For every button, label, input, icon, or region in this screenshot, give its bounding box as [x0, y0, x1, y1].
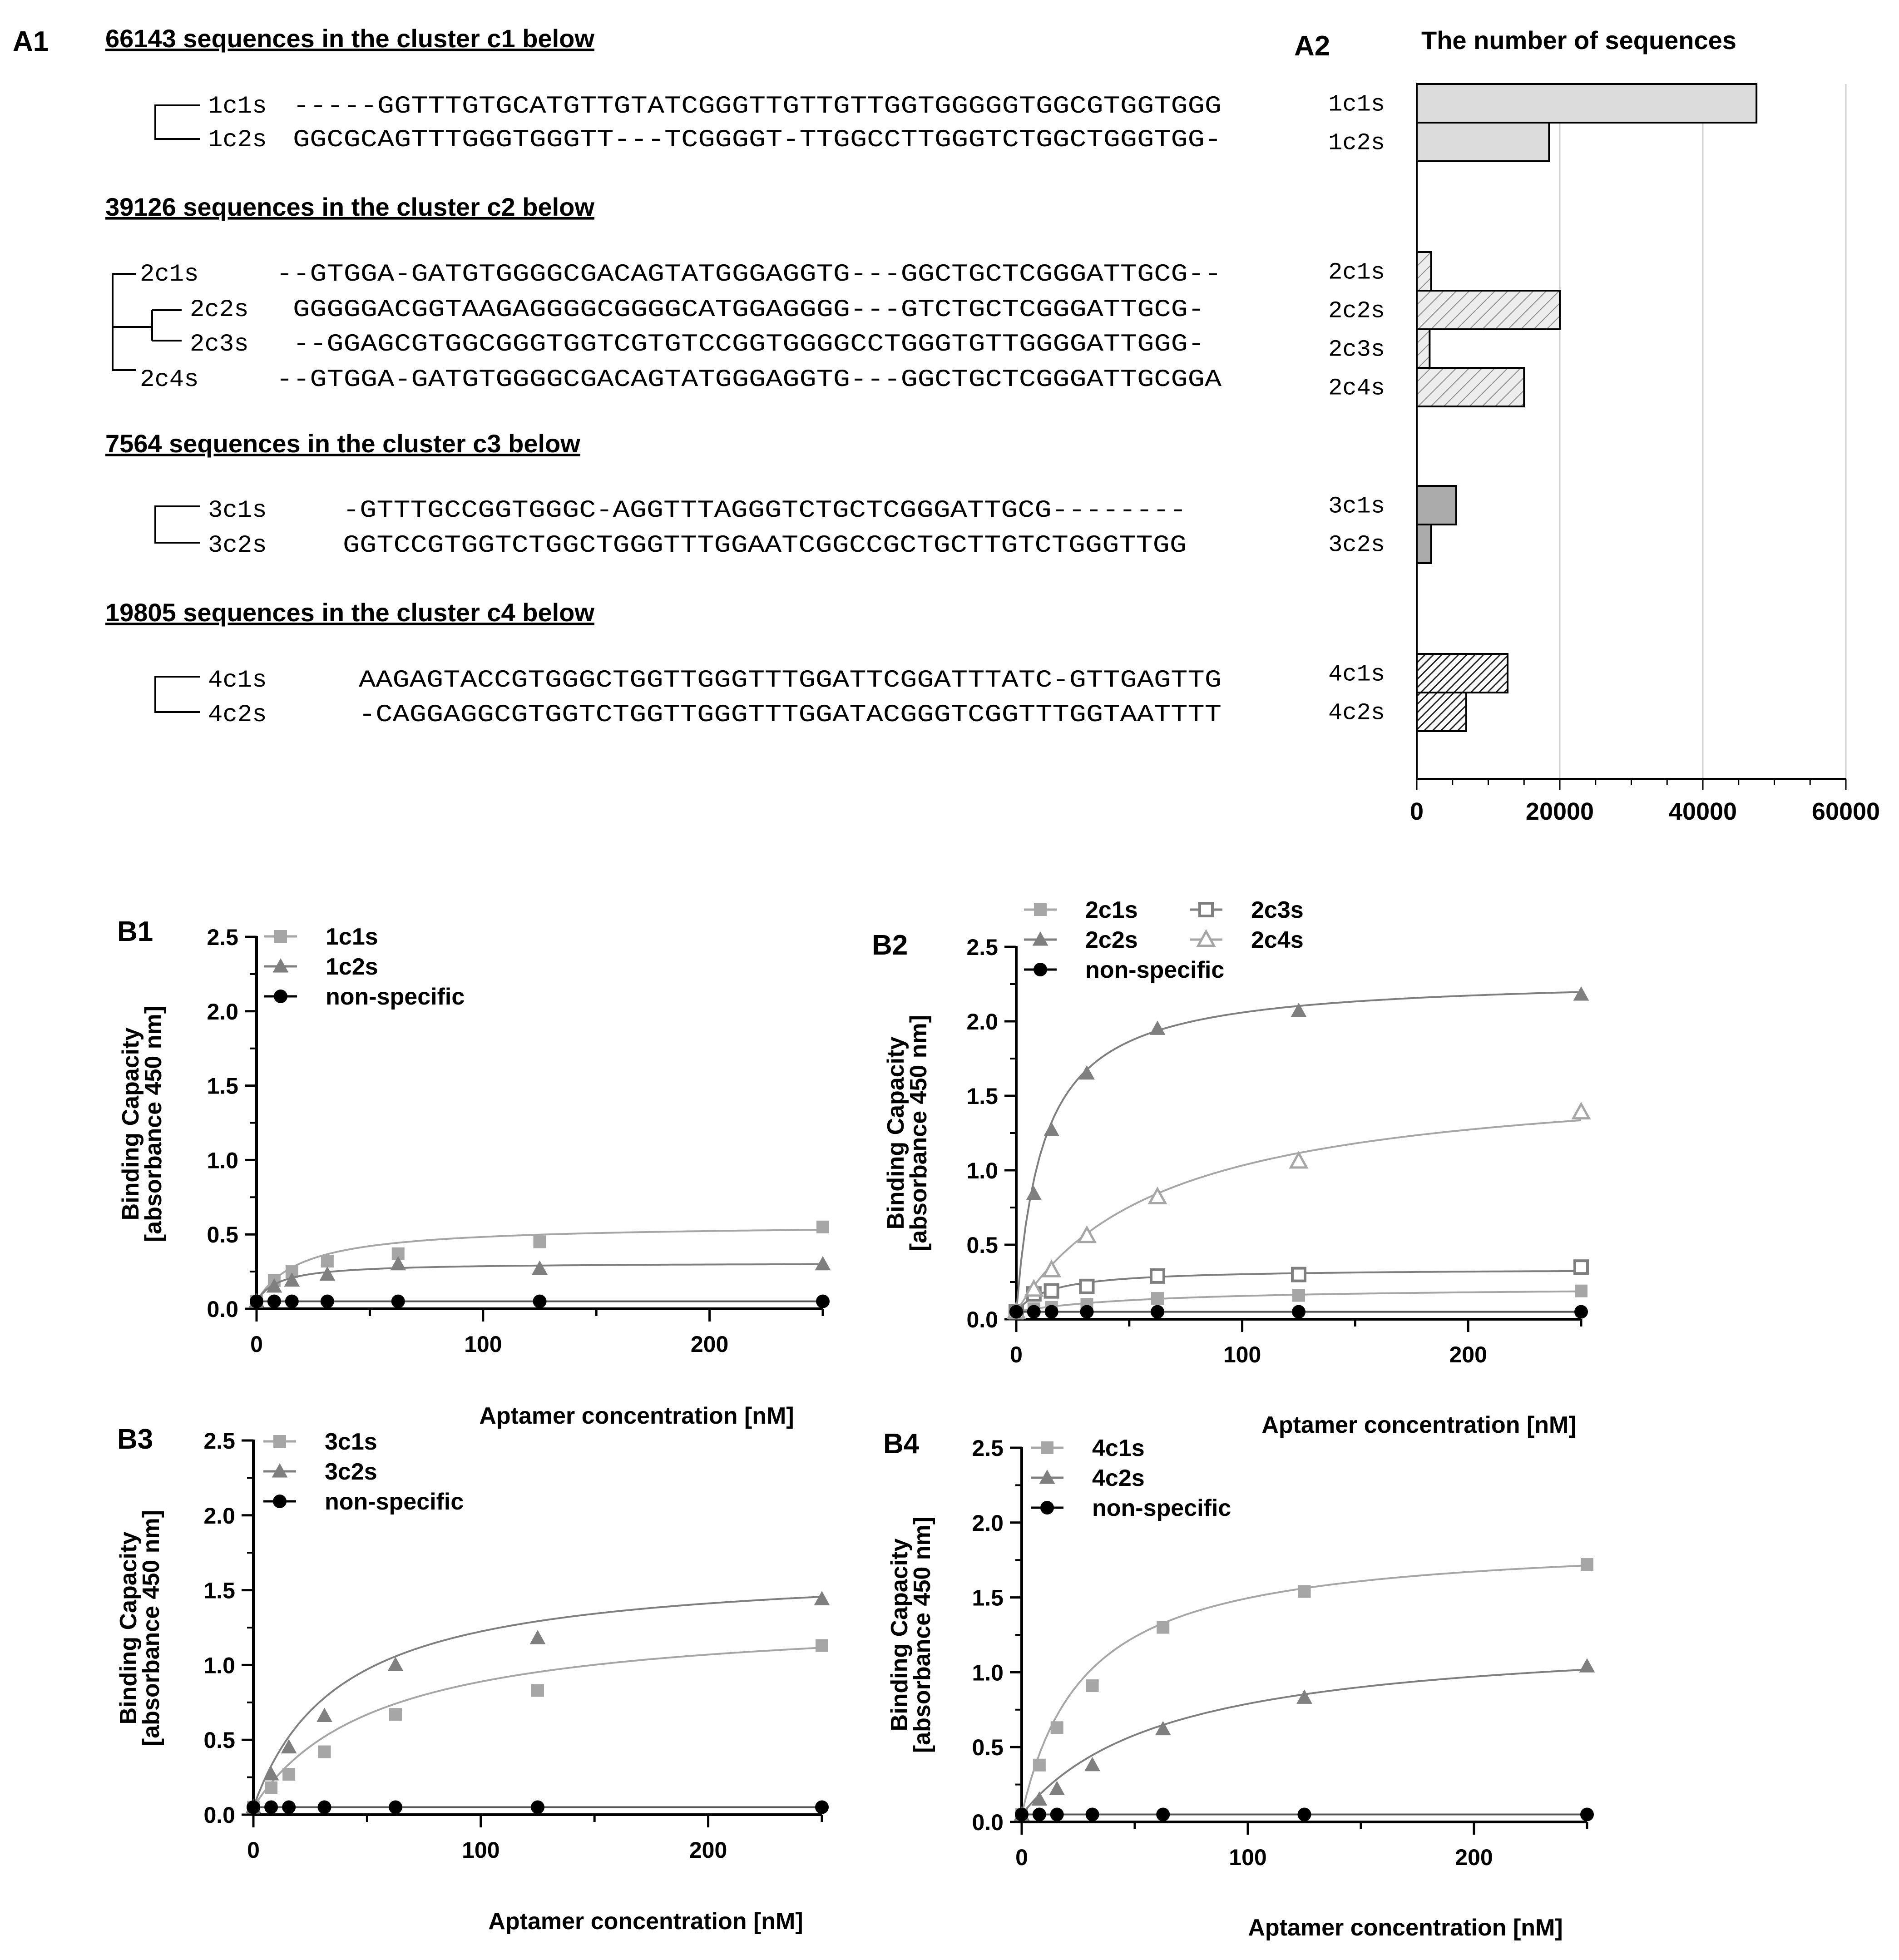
cluster-heading-c4: 19805 sequences in the cluster c4 below	[105, 598, 594, 627]
y-tick-label: 1.0	[966, 1158, 998, 1183]
y-axis-label-line2: [absorbance 450 nm]	[909, 1516, 935, 1753]
x-tick-label: 200	[690, 1331, 729, 1357]
y-tick-label: 2.0	[972, 1510, 1004, 1536]
y-tick-label: 0.0	[207, 1297, 238, 1322]
legend-marker-non-specific	[1040, 1501, 1054, 1515]
cluster-c2	[105, 193, 1222, 394]
sequence-name-2c3s: 2c3s	[190, 331, 249, 358]
y-tick-label: 2.5	[207, 925, 238, 950]
panel-label-a2: A2	[1294, 30, 1330, 62]
sequence-2c2s: GGGGGACGGTAAGAGGGGCGGGGCATGGAGGGG---GTCTGCTCGGGATTGCG-	[293, 296, 1205, 324]
binding-chart-b3	[115, 1428, 830, 1935]
bar-4c2s	[1417, 693, 1466, 731]
y-axis-label-line1: Binding Capacity	[115, 1531, 142, 1725]
data-point-non-specific	[247, 1801, 260, 1814]
sequence-2c4s: --GTGGA-GATGTGGGGCGACAGTATGGGAGGTG---GGCTGCTCGGGATTGCGGA	[276, 366, 1222, 394]
data-point-2c3s	[1081, 1280, 1093, 1293]
data-point-non-specific	[1292, 1305, 1306, 1319]
y-tick-label: 1.5	[207, 1073, 238, 1099]
legend-label-2c3s: 2c3s	[1251, 897, 1304, 923]
data-point-non-specific	[1050, 1808, 1064, 1821]
data-point-non-specific	[815, 1801, 829, 1814]
category-label-2c4s: 2c4s	[1328, 375, 1385, 402]
legend-marker-non-specific	[274, 990, 287, 1003]
sequence-name-3c1s: 3c1s	[208, 497, 267, 525]
sequence-4c1s: AAGAGTACCGTGGGCTGGTTGGGTTTGGATTCGGATTTATC-GTTGAGTTG	[359, 667, 1221, 694]
bar-2c4s	[1417, 368, 1524, 406]
data-point-non-specific	[1015, 1808, 1029, 1821]
binding-chart-b2	[883, 897, 1589, 1438]
y-tick-label: 2.0	[966, 1009, 998, 1034]
sequence-4c2s: -CAGGAGGCGTGGTCTGGTTGGGTTTGGATACGGGTCGGTTTGGTAATTTT	[359, 701, 1221, 729]
data-point-non-specific	[1033, 1808, 1046, 1821]
data-point-2c1s	[1575, 1285, 1587, 1297]
x-tick-label: 0	[247, 1837, 260, 1863]
x-tick-label: 60000	[1811, 798, 1880, 825]
data-point-non-specific	[264, 1801, 278, 1814]
data-point-2c4s	[1043, 1262, 1059, 1277]
data-point-3c1s	[265, 1782, 277, 1794]
y-tick-label: 0.0	[203, 1802, 235, 1828]
legend-label-non-specific: non-specific	[325, 1489, 464, 1515]
category-label-3c1s: 3c1s	[1328, 493, 1385, 520]
legend-label-2c4s: 2c4s	[1251, 927, 1304, 953]
bar-4c1s	[1417, 654, 1508, 693]
y-tick-label: 2.5	[972, 1435, 1004, 1461]
x-tick-label: 0	[1015, 1845, 1028, 1870]
y-tick-label: 0.0	[966, 1307, 998, 1332]
y-tick-label: 0.0	[972, 1810, 1004, 1835]
bar-3c2s	[1417, 525, 1431, 563]
legend-marker-non-specific	[273, 1495, 287, 1508]
data-point-3c1s	[389, 1708, 402, 1721]
legend-label-non-specific: non-specific	[326, 984, 465, 1010]
cluster-heading-c3: 7564 sequences in the cluster c3 below	[105, 429, 580, 458]
legend-marker-1c1s	[274, 930, 287, 943]
x-axis-label: Aptamer concentration [nM]	[1248, 1915, 1563, 1941]
dendrogram-c1	[155, 105, 200, 139]
category-label-4c2s: 4c2s	[1328, 699, 1385, 727]
panel-label-b2: B2	[872, 930, 908, 961]
data-point-2c3s	[1292, 1268, 1305, 1281]
data-point-4c1s	[1086, 1679, 1099, 1692]
data-point-non-specific	[318, 1801, 331, 1814]
data-point-2c3s	[1151, 1270, 1164, 1282]
data-point-non-specific	[1574, 1305, 1588, 1319]
fit-curve-3c1s	[253, 1648, 822, 1807]
x-axis-label: Aptamer concentration [nM]	[479, 1403, 794, 1429]
legend-label-3c1s: 3c1s	[325, 1429, 377, 1455]
panel-label-b3: B3	[117, 1424, 153, 1455]
data-point-non-specific	[1151, 1305, 1164, 1319]
data-point-non-specific	[250, 1295, 263, 1308]
y-tick-label: 1.5	[972, 1585, 1004, 1611]
y-axis-label-line2: [absorbance 450 nm]	[140, 1005, 167, 1242]
category-label-2c2s: 2c2s	[1328, 297, 1385, 325]
data-point-non-specific	[531, 1801, 544, 1814]
data-point-4c2s	[1031, 1792, 1047, 1806]
data-point-1c1s	[816, 1221, 829, 1233]
binding-chart-b1	[118, 924, 831, 1429]
data-point-non-specific	[1027, 1305, 1041, 1319]
data-point-2c3s	[1575, 1261, 1587, 1273]
x-tick-label: 40000	[1668, 798, 1737, 825]
sequence-name-1c2s: 1c2s	[208, 126, 267, 154]
category-label-4c1s: 4c1s	[1328, 661, 1385, 688]
cluster-c3	[105, 429, 1187, 559]
x-axis-label: Aptamer concentration [nM]	[488, 1908, 803, 1935]
fit-curve-2c4s	[1016, 1120, 1581, 1312]
data-point-4c2s	[1579, 1658, 1595, 1673]
x-tick-label: 100	[1229, 1845, 1267, 1870]
legend-label-2c2s: 2c2s	[1085, 927, 1138, 953]
data-point-3c2s	[263, 1766, 279, 1781]
x-tick-label: 0	[1010, 1342, 1023, 1367]
sequence-2c3s: --GGAGCGTGGCGGGTGGTCGTGTCCGGTGGGGCCTGGGTGTTGGGGATTGGG-	[293, 331, 1205, 358]
category-label-3c2s: 3c2s	[1328, 531, 1385, 559]
legend-label-non-specific: non-specific	[1085, 957, 1225, 983]
data-point-2c2s	[1026, 1186, 1042, 1200]
data-point-3c2s	[530, 1630, 546, 1644]
y-tick-label: 2.5	[203, 1428, 235, 1454]
y-tick-label: 1.0	[972, 1660, 1004, 1686]
category-label-2c3s: 2c3s	[1328, 336, 1385, 363]
legend-label-1c2s: 1c2s	[326, 954, 378, 980]
panel-label-a1: A1	[13, 26, 49, 57]
data-point-non-specific	[391, 1295, 405, 1308]
data-point-2c3s	[1045, 1285, 1058, 1297]
data-point-4c2s	[1296, 1689, 1312, 1704]
data-point-2c4s	[1573, 1104, 1589, 1119]
x-tick-label: 0	[250, 1331, 263, 1357]
y-tick-label: 1.0	[207, 1148, 238, 1173]
data-point-non-specific	[1580, 1808, 1594, 1821]
data-point-4c1s	[1157, 1621, 1169, 1634]
data-point-non-specific	[1009, 1305, 1023, 1319]
data-point-3c1s	[282, 1768, 295, 1781]
bar-1c1s	[1417, 84, 1756, 123]
data-point-4c1s	[1298, 1585, 1311, 1598]
sequence-name-3c2s: 3c2s	[208, 532, 267, 559]
x-tick-label: 200	[1449, 1342, 1487, 1367]
legend-marker-3c1s	[273, 1435, 286, 1448]
sequence-name-2c4s: 2c4s	[140, 366, 199, 394]
cluster-heading-c1: 66143 sequences in the cluster c1 below	[105, 24, 594, 53]
x-tick-label: 100	[464, 1331, 502, 1357]
panel-label-b4: B4	[883, 1428, 920, 1460]
category-label-1c1s: 1c1s	[1328, 91, 1385, 118]
data-point-1c1s	[321, 1255, 334, 1267]
legend-marker-4c1s	[1041, 1441, 1053, 1454]
data-point-1c2s	[815, 1256, 831, 1271]
data-point-non-specific	[1080, 1305, 1094, 1319]
data-point-non-specific	[282, 1801, 296, 1814]
legend-marker-2c3s	[1200, 903, 1212, 916]
bar-2c2s	[1417, 291, 1560, 329]
legend-marker-non-specific	[1034, 963, 1047, 976]
data-point-2c1s	[1151, 1292, 1164, 1305]
data-point-3c2s	[814, 1591, 830, 1605]
data-point-4c1s	[1033, 1759, 1046, 1772]
bar-1c2s	[1417, 123, 1549, 161]
data-point-3c2s	[316, 1708, 332, 1722]
y-tick-label: 0.5	[207, 1222, 238, 1248]
data-point-non-specific	[389, 1801, 402, 1814]
legend-label-non-specific: non-specific	[1092, 1495, 1231, 1521]
x-tick-label: 0	[1409, 798, 1424, 825]
cluster-c1	[105, 24, 1221, 154]
data-point-non-specific	[816, 1295, 830, 1308]
sequence-1c2s: GGCGCAGTTTGGGTGGGTT---TCGGGGT-TTGGCCTTGGGTCTGGCTGGGTGG-	[293, 126, 1221, 154]
bar-3c1s	[1417, 486, 1456, 525]
x-tick-label: 100	[462, 1837, 500, 1863]
legend-label-2c1s: 2c1s	[1085, 897, 1138, 923]
sequence-3c2s: GGTCCGTGGTCTGGCTGGGTTTGGAATCGGCCGCTGCTTGTCTGGGTTGG	[343, 532, 1187, 559]
data-point-2c2s	[1043, 1122, 1059, 1136]
data-point-non-specific	[533, 1295, 547, 1308]
x-tick-label: 200	[689, 1837, 727, 1863]
y-tick-label: 2.0	[203, 1503, 235, 1529]
data-point-2c2s	[1573, 986, 1589, 1001]
y-axis-label-line1: Binding Capacity	[886, 1538, 913, 1732]
legend-marker-2c1s	[1034, 903, 1047, 916]
data-point-2c2s	[1150, 1020, 1166, 1035]
data-point-non-specific	[285, 1295, 299, 1308]
sequence-1c1s: -----GGTTTGTGCATGTTGTATCGGGTTGTTGTTGGTGGGGGTGGCGTGGTGGG	[293, 93, 1221, 120]
data-point-1c2s	[532, 1261, 548, 1275]
y-axis-label-line2: [absorbance 450 nm]	[905, 1015, 932, 1252]
data-point-2c4s	[1291, 1153, 1307, 1168]
y-tick-label: 2.5	[966, 935, 998, 960]
cluster-heading-c2: 39126 sequences in the cluster c2 below	[105, 193, 594, 221]
y-tick-label: 1.5	[966, 1084, 998, 1109]
data-point-non-specific	[1045, 1305, 1058, 1319]
sequence-name-2c2s: 2c2s	[190, 296, 249, 324]
y-tick-label: 1.5	[203, 1578, 235, 1604]
data-point-2c2s	[1079, 1065, 1095, 1080]
legend-label-3c2s: 3c2s	[325, 1459, 377, 1485]
data-point-2c1s	[1292, 1289, 1305, 1302]
legend-label-4c2s: 4c2s	[1092, 1465, 1145, 1491]
dendrogram-c4	[155, 677, 200, 712]
sequence-name-4c1s: 4c1s	[208, 667, 267, 694]
fit-curve-3c2s	[253, 1597, 822, 1807]
bar-2c3s	[1417, 329, 1429, 368]
category-label-2c1s: 2c1s	[1328, 259, 1385, 286]
x-tick-label: 20000	[1525, 798, 1594, 825]
sequence-name-1c1s: 1c1s	[208, 93, 267, 120]
y-axis-label-line1: Binding Capacity	[883, 1036, 909, 1230]
data-point-3c1s	[318, 1746, 331, 1758]
data-point-non-specific	[1086, 1808, 1099, 1821]
cluster-c4	[105, 598, 1221, 729]
y-axis-label-line2: [absorbance 450 nm]	[138, 1510, 164, 1747]
x-axis-label: Aptamer concentration [nM]	[1261, 1412, 1577, 1438]
data-point-3c1s	[531, 1684, 544, 1697]
sequence-3c1s: -GTTTGCCGGTGGGC-AGGTTTAGGGTCTGCTCGGGATTGCG--------	[343, 497, 1187, 525]
panel-label-b1: B1	[117, 916, 153, 947]
data-point-3c1s	[816, 1639, 828, 1652]
bar-chart-sequence-counts	[1328, 26, 1880, 825]
category-label-1c2s: 1c2s	[1328, 129, 1385, 157]
dendrogram-c3	[155, 506, 200, 543]
data-point-1c1s	[534, 1236, 546, 1248]
y-tick-label: 2.0	[207, 999, 238, 1025]
y-tick-label: 0.5	[203, 1727, 235, 1753]
sequence-name-4c2s: 4c2s	[208, 701, 267, 729]
sequence-name-2c1s: 2c1s	[140, 261, 199, 288]
legend-label-4c1s: 4c1s	[1092, 1435, 1145, 1461]
data-point-4c1s	[1581, 1558, 1593, 1571]
chart-title: The number of sequences	[1421, 26, 1736, 54]
bar-2c1s	[1417, 252, 1431, 291]
y-tick-label: 0.5	[966, 1232, 998, 1258]
y-tick-label: 1.0	[203, 1653, 235, 1678]
sequence-2c1s: --GTGGA-GATGTGGGGCGACAGTATGGGAGGTG---GGCTGCTCGGGATTGCG--	[276, 261, 1221, 288]
data-point-non-specific	[321, 1295, 334, 1308]
y-tick-label: 0.5	[972, 1735, 1004, 1761]
binding-chart-b4	[886, 1435, 1595, 1941]
legend-label-1c1s: 1c1s	[326, 924, 378, 950]
data-point-non-specific	[1298, 1808, 1311, 1821]
y-axis-label-line1: Binding Capacity	[118, 1027, 144, 1221]
x-tick-label: 100	[1223, 1342, 1261, 1367]
data-point-4c1s	[1051, 1721, 1063, 1734]
x-tick-label: 200	[1455, 1845, 1493, 1870]
data-point-non-specific	[1156, 1808, 1170, 1821]
sequence-alignment	[105, 24, 1222, 729]
data-point-non-specific	[267, 1295, 281, 1308]
